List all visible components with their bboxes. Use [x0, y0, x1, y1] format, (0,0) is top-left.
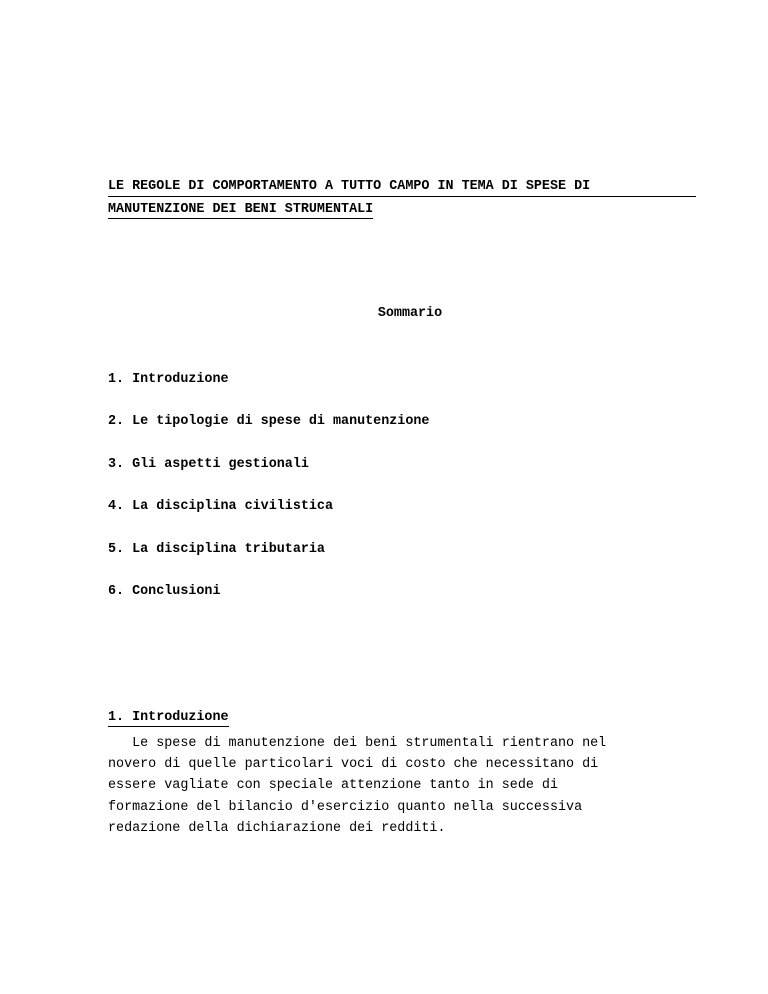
- body-line: essere vagliate con speciale attenzione tanto in sede di: [108, 778, 558, 794]
- toc-item: 3. Gli aspetti gestionali: [108, 456, 309, 472]
- toc-item: 5. La disciplina tributaria: [108, 541, 325, 557]
- toc-item: 6. Conclusioni: [108, 583, 221, 599]
- document-title: [108, 179, 696, 221]
- body-line: formazione del bilancio d'esercizio quanto nella successiva: [108, 799, 583, 815]
- body-line: novero di quelle particolari voci di costo che necessitano di: [108, 757, 599, 773]
- body-line: Le spese di manutenzione dei beni strumentali rientrano nel: [108, 736, 607, 751]
- body-paragraph: [108, 733, 698, 839]
- summary-title: Sommario: [377, 306, 443, 321]
- section-heading: 1. Introduzione: [108, 710, 229, 725]
- toc-item: 2. Le tipologie di spese di manutenzione: [108, 414, 430, 430]
- toc-item: 1. Introduzione: [108, 372, 229, 387]
- toc-item: 4. La disciplina civilistica: [108, 499, 333, 515]
- table-of-contents: [108, 372, 429, 626]
- body-line: redazione della dichiarazione dei redditi.: [108, 820, 446, 836]
- title-line-1: LE REGOLE DI COMPORTAMENTO A TUTTO CAMPO IN TEMA DI SPESE DI: [108, 179, 696, 197]
- title-line-2: MANUTENZIONE DEI BENI STRUMENTALI: [108, 202, 374, 217]
